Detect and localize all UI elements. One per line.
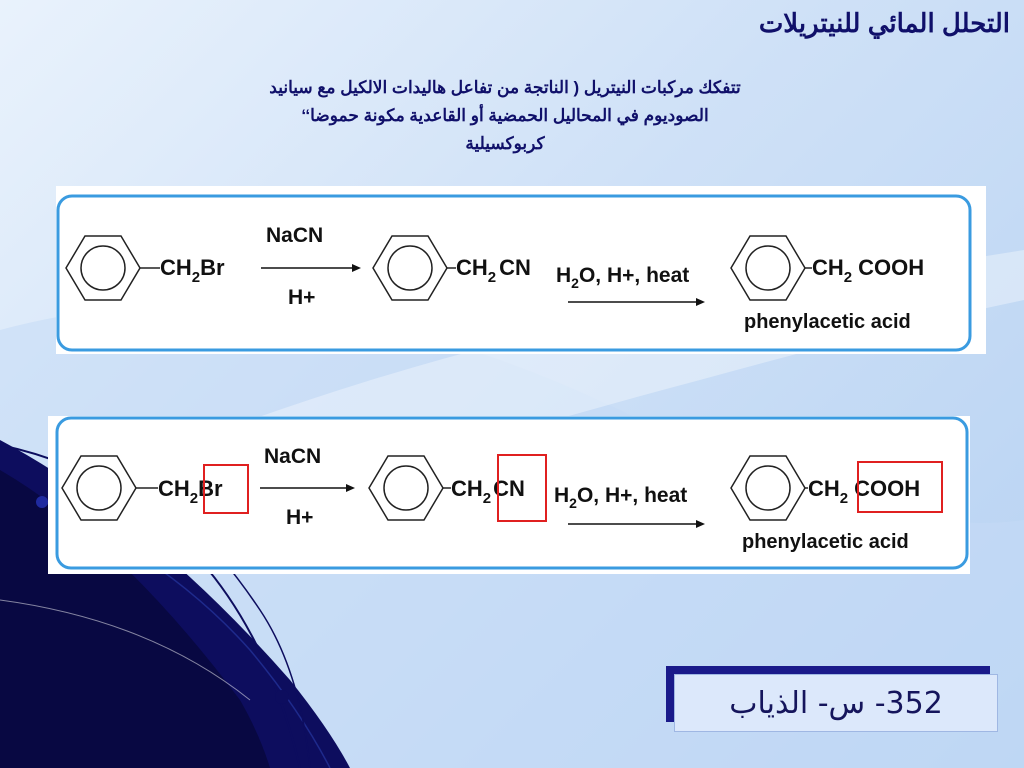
arrow-icon (346, 484, 355, 492)
benzene-ring-icon (373, 236, 447, 300)
slide-footer: 352- س- الذياب (674, 674, 998, 732)
subtitle-line: كربوكسيلية (465, 134, 545, 153)
nitrile-formula: $CH_2CN$ (451, 476, 525, 507)
benzene-ring-icon (62, 456, 136, 520)
benzene-ring-icon (731, 236, 805, 300)
product-formula: $CH_2$ COOH (808, 476, 921, 507)
reagent-acid: H+ (286, 506, 314, 529)
benzene-ring-icon (369, 456, 443, 520)
reactant-formula: $CH_2Br$ (160, 255, 225, 286)
product-name: phenylacetic acid (744, 311, 911, 333)
subtitle-line: الصوديوم في المحاليل الحمضية أو القاعدية مكونة حموضا‘‘ (301, 106, 709, 125)
subtitle-line: تتفكك مركبات النيتريل ( الناتجة من تفاعل هاليدات الالكيل مع سيانيد (269, 78, 741, 97)
hydrolysis-conditions: $H_2O$, H+, heat (556, 264, 690, 291)
slide-subtitle (180, 74, 830, 158)
reagent-nacn: NaCN (264, 445, 322, 468)
reactant-formula: $CH_2Br$ (158, 476, 223, 507)
reagent-acid: H+ (288, 286, 316, 309)
product-formula: $CH_2$ COOH (812, 255, 925, 286)
nitrile-formula: $CH_2$ CN (456, 255, 531, 286)
product-name: phenylacetic acid (742, 531, 909, 553)
reaction-scheme-highlighted (48, 416, 970, 574)
hydrolysis-conditions: $H_2O$, H+, heat (554, 484, 688, 511)
arrow-icon (696, 298, 705, 306)
arrow-icon (696, 520, 705, 528)
reagent-nacn: NaCN (266, 224, 324, 247)
reaction-scheme-plain (56, 186, 986, 354)
slide-title: التحلل المائي للنيتريلات (758, 8, 1010, 38)
arrow-icon (352, 264, 361, 272)
benzene-ring-icon (731, 456, 805, 520)
benzene-ring-icon (66, 236, 140, 300)
